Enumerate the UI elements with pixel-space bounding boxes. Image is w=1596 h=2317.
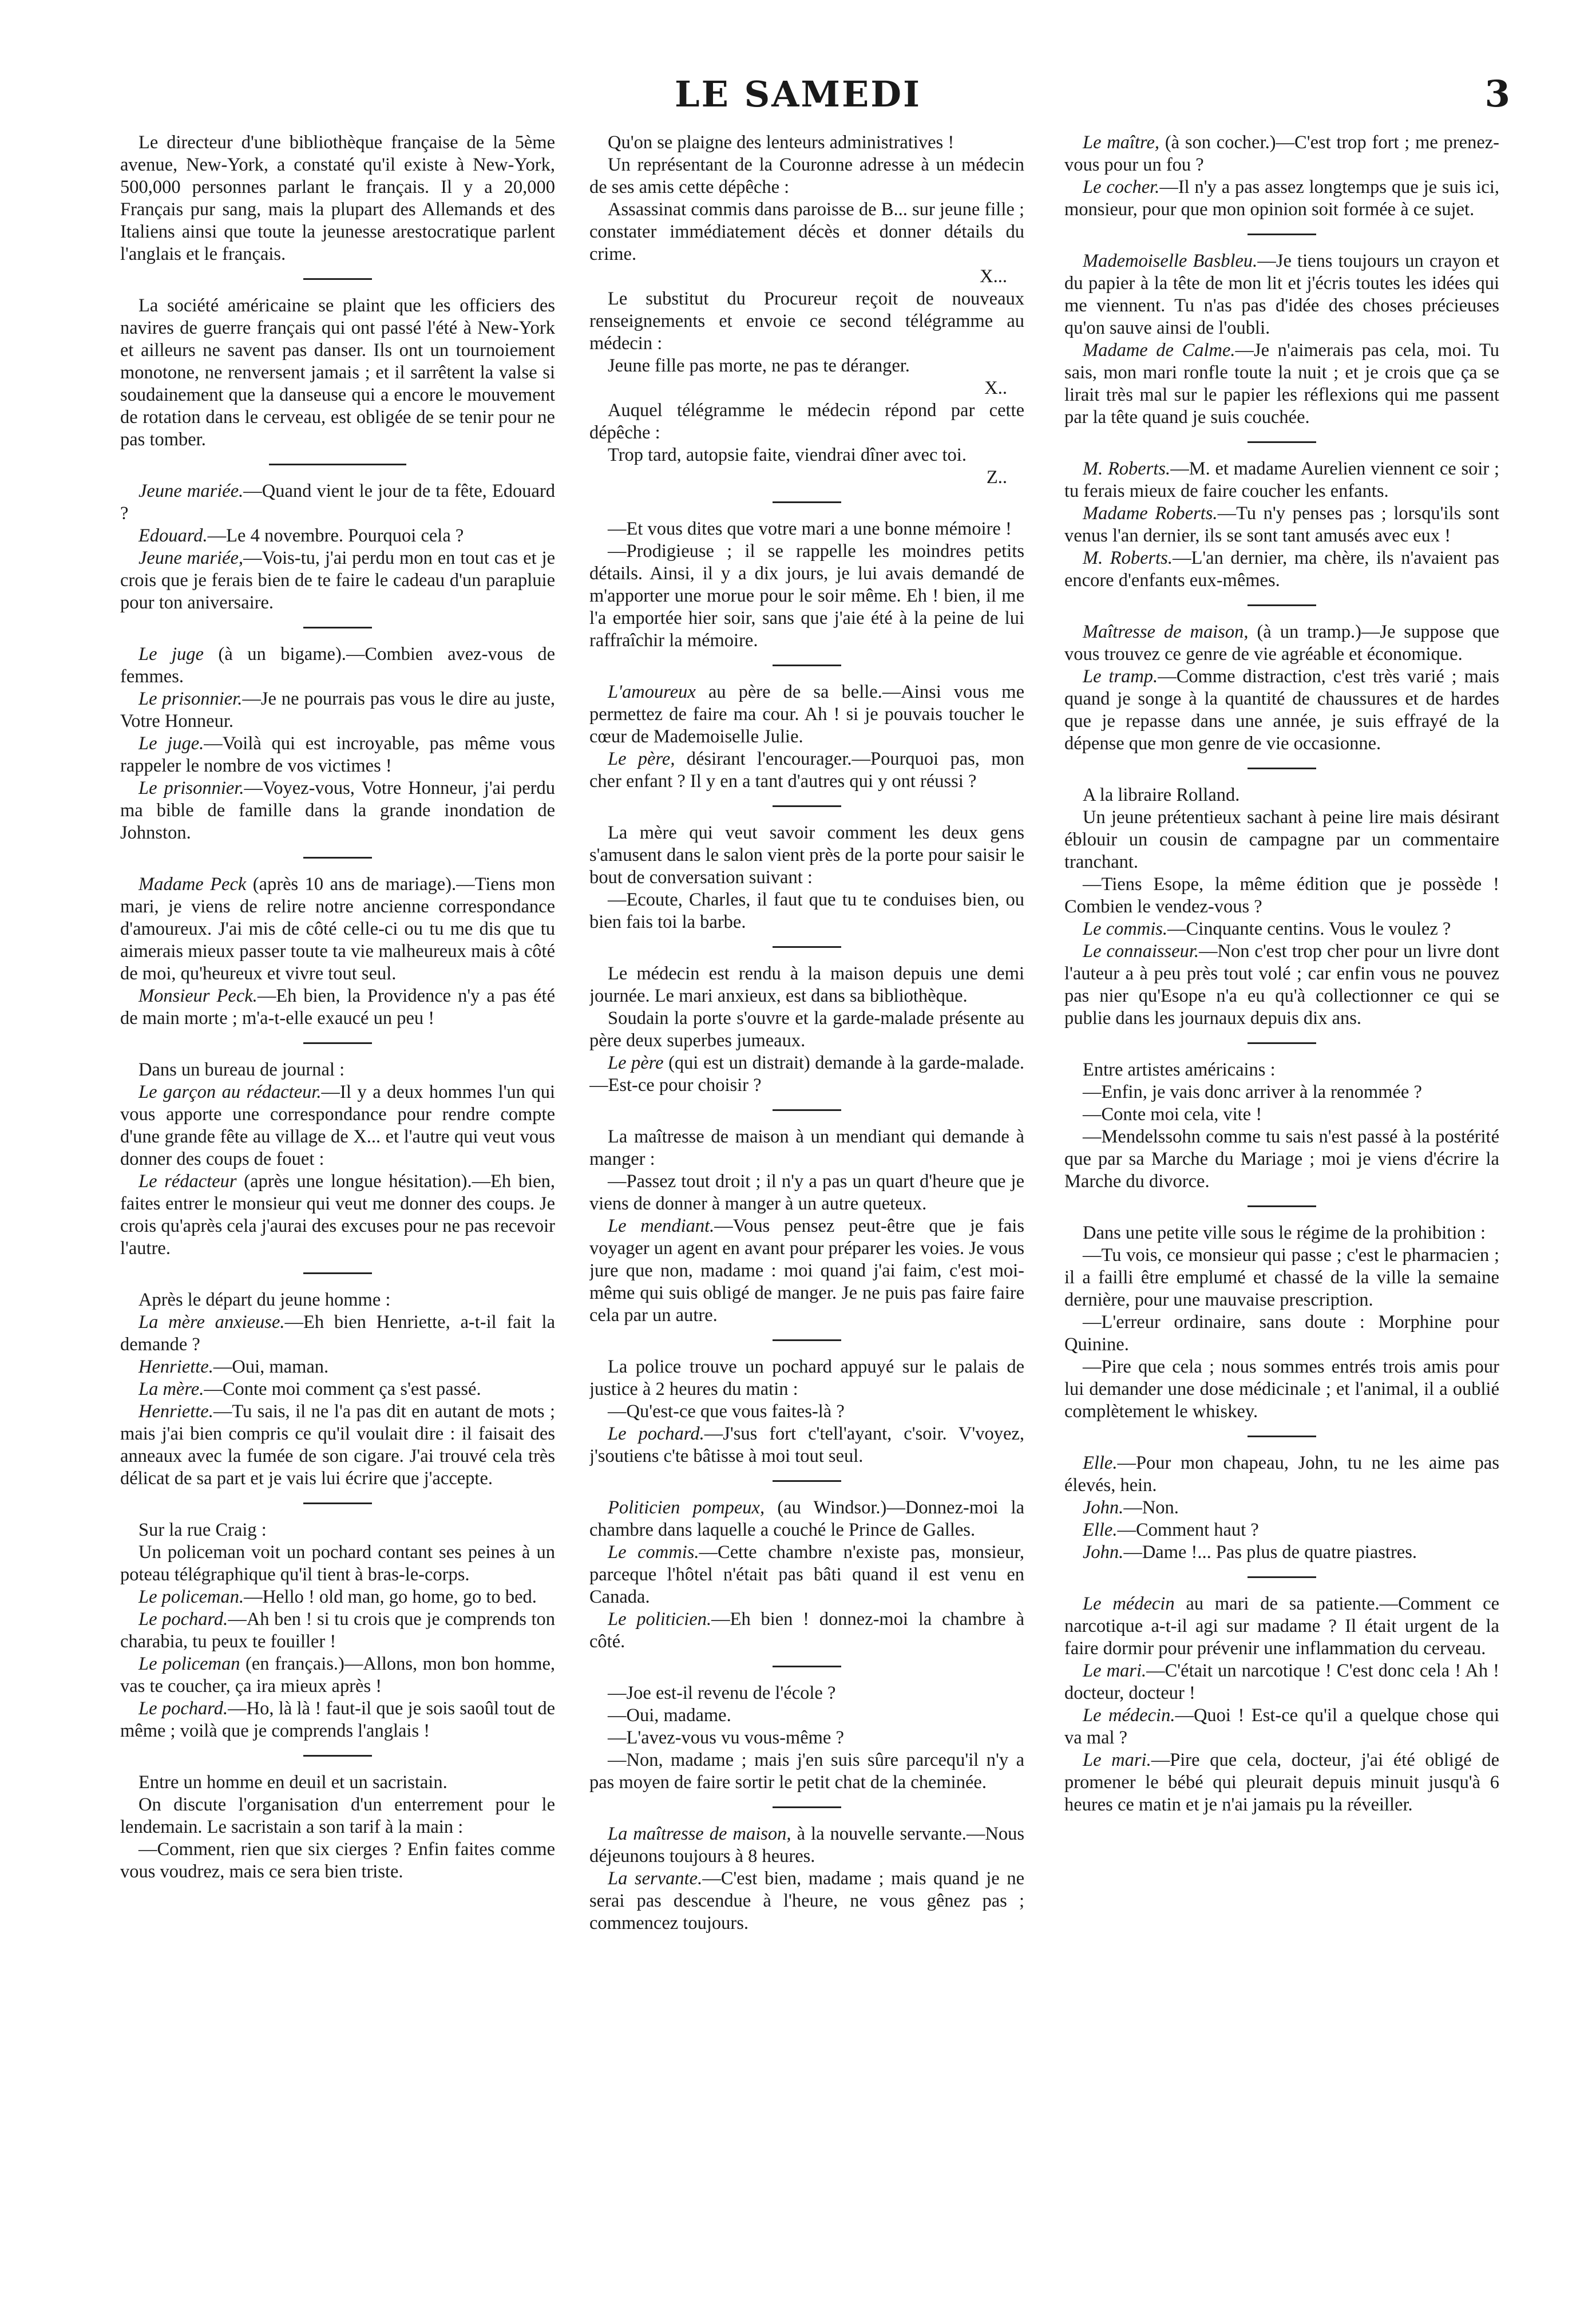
paragraph <box>1064 1311 1499 1356</box>
paragraph-text: X.. <box>984 378 1007 398</box>
paragraph <box>1064 1081 1499 1104</box>
paragraph <box>589 1868 1024 1935</box>
speaker-label: Le pochard. <box>138 1609 228 1630</box>
paragraph-text: La police trouve un pochard appuyé sur le palais de justice à 2 heures du matin : <box>589 1357 1024 1399</box>
article-block <box>120 1772 555 1883</box>
article-block <box>120 1059 555 1260</box>
speaker-label: Le père <box>608 1053 664 1073</box>
paragraph <box>120 1698 555 1742</box>
paragraph <box>1064 250 1499 339</box>
paragraph-text: Assassinat commis dans paroisse de B... sur jeune fille ; constater immédiatement décès et donner détails du crime. <box>589 199 1024 264</box>
paragraph <box>1064 1660 1499 1705</box>
paragraph <box>1064 1059 1499 1081</box>
speaker-label: Le juge. <box>138 733 204 754</box>
paragraph <box>120 985 555 1030</box>
speaker-label: Le médecin. <box>1083 1705 1175 1726</box>
paragraph-text: (à son cocher.)—C'est trop fort ; me prenez-vous pour un fou ? <box>1064 132 1499 175</box>
paragraph <box>1064 1593 1499 1660</box>
paragraph-text: On discute l'organisation d'un enterrement pour le lendemain. Le sacristain a son tarif à la main : <box>120 1794 555 1837</box>
paragraph-text: —Conte moi cela, vite ! <box>1083 1104 1262 1125</box>
speaker-label: Le prisonnier. <box>138 689 243 709</box>
paragraph <box>1064 784 1499 806</box>
paragraph-text: —Comme distraction, c'est très varié ; mais quand je songe à la quantité de chaussures et de hardes que je repasse dans une année, je suis effrayé de la dépense que mon genre de vie occasionne. <box>1064 666 1499 754</box>
separator-rule <box>773 946 841 948</box>
paragraph <box>1064 1705 1499 1749</box>
speaker-label: John. <box>1083 1497 1124 1518</box>
paragraph <box>1064 176 1499 221</box>
paragraph-text: —Tiens Esope, la même édition que je possède ! Combien le vendez-vous ? <box>1064 874 1499 917</box>
paragraph <box>1064 339 1499 429</box>
paragraph-text: Un jeune prétentieux sachant à peine lire mais désirant éblouir un cousin de campagne par un commentaire tranchant. <box>1064 807 1499 872</box>
paragraph <box>589 288 1024 355</box>
paragraph-text: Le substitut du Procureur reçoit de nouveaux renseignements et envoie ce second télégramme au médecin : <box>589 288 1024 354</box>
speaker-label: Le mari. <box>1083 1750 1151 1770</box>
separator-rule <box>1248 1042 1316 1044</box>
paragraph-text: —Mendelssohn comme tu sais n'est passé à la postérité que par sa Marche du Mariage ; moi je viens d'écrire la Marche du divorce. <box>1064 1126 1499 1192</box>
paragraph-text: Dans une petite ville sous le régime de la prohibition : <box>1083 1223 1486 1243</box>
paragraph-text: désirant l'encourager.—Pourquoi pas, mon cher enfant ? Il y en a tant d'autres qui y ont réussi ? <box>589 749 1024 792</box>
paragraph <box>120 873 555 985</box>
paragraph <box>120 1378 555 1401</box>
paragraph-text: —Tu n'y penses pas ; lorsqu'ils sont venus l'an dernier, ils se sont tant amusés avec eux ! <box>1064 503 1499 546</box>
paragraph <box>1064 666 1499 755</box>
paragraph <box>589 1705 1024 1727</box>
page-number: 3 <box>1484 73 1510 116</box>
separator-rule <box>303 627 372 628</box>
speaker-label: Le connaisseur. <box>1083 941 1199 962</box>
speaker-label: Le pochard. <box>138 1698 228 1719</box>
paragraph <box>589 540 1024 652</box>
paragraph-text: —Cette chambre n'existe pas, monsieur, parceque l'hôtel n'était pas bâti quand il est venu en Canada. <box>589 1542 1024 1607</box>
paragraph-text: (après 10 ans de mariage).—Tiens mon mari, je viens de relire notre ancienne correspondance d'amoureux. J'ai mis de côté celle-ci ou tu me dis que tu aimerais mieux passer toute ta vie malheureux mais à côté de moi, qu'heureux et vivre tout seul. <box>120 874 555 984</box>
paragraph-text: La société américaine se plaint que les officiers des navires de guerre français qui ont passé l'été à New-York et ailleurs ne savent pas danser. Ils ont un tournoiement monotone, ne renversent jamais ; et il sarrêtent la valse si soudainement que la danseuse qui a encore le mouvement de rotation dans le cerveau, est obligée de se tenir pour ne pas tomber. <box>120 295 555 450</box>
article-block <box>120 873 555 1030</box>
column-1 <box>120 132 555 2284</box>
page-title: LE SAMEDI <box>675 73 921 115</box>
paragraph-text: (à un tramp.)—Je suppose que vous trouvez ce genre de vie agréable et économique. <box>1064 622 1499 665</box>
paragraph-text: —C'était un narcotique ! C'est donc cela ! Ah ! docteur, docteur ! <box>1064 1660 1499 1703</box>
paragraph-text: —Le 4 novembre. Pourquoi cela ? <box>207 525 464 546</box>
paragraph <box>120 1608 555 1653</box>
paragraph-text: Après le départ du jeune homme : <box>138 1290 391 1310</box>
speaker-label: John. <box>1083 1542 1124 1563</box>
paragraph-text: —C'est bien, madame ; mais quand je ne serai pas descendue à l'heure, ne vous gênez pas ; commencez toujours. <box>589 1868 1024 1934</box>
paragraph-text: La maîtresse de maison à un mendiant qui demande à manger : <box>589 1126 1024 1169</box>
paragraph-text: au père de sa belle.—Ainsi vous me permettez de faire ma cour. Ah ! si je pouvais toucher le cœur de Mademoiselle Julie. <box>589 682 1024 747</box>
article-block <box>120 1289 555 1490</box>
paragraph <box>589 1823 1024 1868</box>
paragraph <box>589 1423 1024 1468</box>
paragraph-text: —Voilà qui est incroyable, pas même vous rappeler le nombre de vos victimes ! <box>120 733 555 776</box>
paragraph <box>120 132 555 266</box>
speaker-label: Maîtresse de maison, <box>1083 622 1249 642</box>
speaker-label: La servante. <box>608 1868 703 1889</box>
separator-rule <box>773 501 841 503</box>
paragraph-text: —Eh bien, la Providence n'y a pas été de main morte ; m'a-t-elle exaucé un peu ! <box>120 986 555 1029</box>
speaker-label: Le policeman <box>138 1654 240 1674</box>
paragraph <box>589 1401 1024 1423</box>
separator-rule <box>1248 604 1316 606</box>
paragraph <box>589 1215 1024 1327</box>
paragraph <box>1064 1749 1499 1816</box>
paragraph <box>120 1794 555 1838</box>
paragraph <box>120 1081 555 1171</box>
paragraph-text: Soudain la porte s'ouvre et la garde-malade présente au père deux superbes jumeaux. <box>589 1008 1024 1051</box>
paragraph-text: Entre artistes américains : <box>1083 1059 1276 1080</box>
separator-rule <box>303 1503 372 1504</box>
paragraph <box>120 1171 555 1260</box>
speaker-label: Madame de Calme. <box>1083 340 1235 361</box>
paragraph <box>120 733 555 777</box>
paragraph-text: —Conte moi comment ça s'est passé. <box>204 1379 481 1399</box>
paragraph-text: (en français.)—Allons, mon bon homme, vas te coucher, ça ira mieux après ! <box>120 1654 555 1697</box>
speaker-label: Le policeman. <box>138 1587 244 1607</box>
paragraph-text: Trop tard, autopsie faite, viendrai dîner avec toi. <box>608 445 967 465</box>
speaker-label: M. Roberts. <box>1083 458 1171 479</box>
paragraph-text: —Je tiens toujours un crayon et du papier à la tête de mon lit et j'écris toutes les idées qui me viennent. Tu n'as pas d'idée des choses précieuses qu'on sauve ainsi de l'oubli. <box>1064 251 1499 338</box>
paragraph-text: —Vous pensez peut-être que je fais voyager un agent en avant pour préparer les voies. Je vous jure que non, madame : moi quand j'ai faim, c'est moi-même qui suis obligé de manger. Je ne puis pas faire faire cela par un autre. <box>589 1216 1024 1326</box>
separator-rule <box>303 1272 372 1274</box>
masthead <box>0 69 1596 120</box>
paragraph-text: —Eh bien ! donnez-moi la chambre à côté. <box>589 1609 1024 1652</box>
paragraph <box>1064 1452 1499 1497</box>
paragraph <box>120 1519 555 1541</box>
speaker-label: Elle. <box>1083 1520 1118 1540</box>
paragraph <box>589 1608 1024 1653</box>
paragraph-text: (à un bigame).—Combien avez-vous de femmes. <box>120 644 555 687</box>
paragraph-text: Sur la rue Craig : <box>138 1520 267 1540</box>
paragraph <box>120 777 555 844</box>
speaker-label: Le mendiant. <box>608 1216 715 1236</box>
speaker-label: L'amoureux <box>608 682 696 702</box>
paragraph-text: —Non, madame ; mais j'en suis sûre parcequ'il n'y a pas moyen de faire sortir le petit chat de la cheminée. <box>589 1750 1024 1793</box>
speaker-label: M. Roberts. <box>1083 548 1173 568</box>
speaker-label: Henriette. <box>138 1401 213 1422</box>
article-block <box>120 1519 555 1742</box>
paragraph <box>1064 1519 1499 1541</box>
separator-rule <box>1248 1576 1316 1578</box>
article-block <box>589 1682 1024 1794</box>
paragraph-text: —Dame !... Pas plus de quatre piastres. <box>1123 1542 1417 1563</box>
paragraph-text: La mère qui veut savoir comment les deux gens s'amusent dans le salon vient près de la porte pour saisir le bout de conversation suivant : <box>589 823 1024 888</box>
speaker-label: Le père, <box>608 749 675 769</box>
paragraph <box>1064 458 1499 503</box>
paragraph-text: —Vois-tu, j'ai perdu mon en tout cas et je crois que je ferais bien de te faire le cadeau d'un parapluie pour ton aniversaire. <box>120 548 555 613</box>
paragraph-text: Auquel télégramme le médecin répond par cette dépêche : <box>589 400 1024 443</box>
paragraph-text: —Je n'aimerais pas cela, moi. Tu sais, mon mari ronfle toute la nuit ; et je crois que ça se lirait très mal sur le papier les réflexions qui me passent par la tête quand je suis couchée. <box>1064 340 1499 428</box>
paragraph <box>589 400 1024 444</box>
paragraph-text: Z.. <box>986 467 1007 488</box>
paragraph <box>1064 621 1499 666</box>
paragraph-text: (après une longue hésitation).—Eh bien, faites entrer le monsieur qui veut me donner des coups. Je crois qu'après cela j'aurai des excuses pour ne pas recevoir l'autre. <box>120 1171 555 1259</box>
paragraph <box>120 1653 555 1698</box>
separator-rule <box>773 1109 841 1111</box>
paragraph <box>589 199 1024 266</box>
article-block <box>120 295 555 451</box>
paragraph-text: —Pire que cela, docteur, j'ai été obligé de promener le bébé qui pleurait depuis minuit jusqu'à 6 heures ce matin et je n'ai jamais pu la réveiller. <box>1064 1750 1499 1815</box>
paragraph-text: —Qu'est-ce que vous faites-là ? <box>608 1401 845 1422</box>
paragraph-text: —Cinquante centins. Vous le voulez ? <box>1167 919 1451 939</box>
separator-rule <box>773 805 841 807</box>
speaker-label: Monsieur Peck. <box>138 986 258 1006</box>
paragraph <box>589 1356 1024 1401</box>
paragraph-text: —Hello ! old man, go home, go to bed. <box>244 1587 537 1607</box>
paragraph-text: —Non. <box>1123 1497 1179 1518</box>
paragraph <box>1064 1244 1499 1311</box>
paragraph <box>1064 1126 1499 1193</box>
paragraph <box>589 266 1024 288</box>
paragraph <box>1064 806 1499 873</box>
paragraph <box>589 748 1024 793</box>
article-block <box>1064 458 1499 592</box>
paragraph-text: —Je ne pourrais pas vous le dire au juste, Votre Honneur. <box>120 689 555 732</box>
paragraph-text: —Ah ben ! si tu crois que je comprends ton charabia, tu peux te fouiller ! <box>120 1609 555 1652</box>
speaker-label: Le juge <box>138 644 204 665</box>
separator-rule <box>1248 1436 1316 1437</box>
paragraph-text: (au Windsor.)—Donnez-moi la chambre dans laquelle a couché le Prince de Galles. <box>589 1497 1024 1540</box>
paragraph-text: —Pour mon chapeau, John, tu ne les aime pas élevés, hein. <box>1064 1453 1499 1496</box>
paragraph-text: —Et vous dites que votre mari a une bonne mémoire ! <box>608 519 1012 539</box>
paragraph-text: —Il y a deux hommes l'un qui vous apporte une correspondance pour rendre compte d'une grande fête au village de X... et l'autre qui veut vous donner des coups de fouet : <box>120 1082 555 1169</box>
paragraph <box>120 1311 555 1356</box>
speaker-label: Le cocher. <box>1083 177 1160 197</box>
speaker-label: Le tramp. <box>1083 666 1158 687</box>
paragraph <box>120 1586 555 1608</box>
paragraph-text: —Voyez-vous, Votre Honneur, j'ai perdu ma bible de famille dans la grande inondation de Johnston. <box>120 778 555 843</box>
column-3 <box>1064 132 1499 2284</box>
article-block <box>589 681 1024 793</box>
speaker-label: Elle. <box>1083 1453 1118 1473</box>
paragraph-text: —M. et madame Aurelien viennent ce soir ; tu ferais mieux de faire coucher les enfants. <box>1064 458 1499 501</box>
separator-rule <box>1248 768 1316 769</box>
paragraph <box>120 525 555 547</box>
paragraph-text: Entre un homme en deuil et un sacristain. <box>138 1772 447 1793</box>
paragraph <box>1064 1541 1499 1564</box>
article-block <box>589 132 1024 489</box>
separator-rule <box>269 464 406 465</box>
paragraph-text: —Enfin, je vais donc arriver à la renommée ? <box>1083 1082 1422 1102</box>
paragraph <box>1064 132 1499 176</box>
paragraph-text: Le médecin est rendu à la maison depuis une demi journée. Le mari anxieux, est dans sa bibliothèque. <box>589 963 1024 1006</box>
column-2 <box>589 132 1024 2284</box>
paragraph-text: au mari de sa patiente.—Comment ce narcotique a-t-il agi sur madame ? Il était urgent de la faire dormir pour prévenir une inflammation du cerveau. <box>1064 1594 1499 1659</box>
paragraph <box>120 1289 555 1311</box>
article-block <box>1064 1452 1499 1564</box>
paragraph-text: —Eh bien Henriette, a-t-il fait la demande ? <box>120 1312 555 1355</box>
paragraph-text: X... <box>980 266 1007 287</box>
separator-rule <box>303 278 372 280</box>
paragraph-text: (qui est un distrait) demande à la garde-malade.—Est-ce pour choisir ? <box>589 1053 1024 1096</box>
paragraph <box>120 480 555 525</box>
paragraph-text: à la nouvelle servante.—Nous déjeunons toujours à 8 heures. <box>589 1824 1024 1867</box>
speaker-label: Le rédacteur <box>138 1171 237 1192</box>
paragraph <box>1064 1356 1499 1423</box>
speaker-label: Le maître, <box>1083 132 1160 153</box>
article-block <box>589 1823 1024 1935</box>
paragraph <box>120 1356 555 1378</box>
paragraph <box>589 822 1024 889</box>
paragraph-text: —L'erreur ordinaire, sans doute : Morphine pour Quinine. <box>1064 1312 1499 1355</box>
article-block <box>1064 1059 1499 1193</box>
speaker-label: Le médecin <box>1083 1594 1175 1614</box>
speaker-label: Le pochard. <box>608 1424 704 1444</box>
article-block <box>589 1126 1024 1327</box>
paragraph <box>120 1059 555 1081</box>
separator-rule <box>1248 1205 1316 1207</box>
article-block <box>589 822 1024 934</box>
paragraph <box>120 688 555 733</box>
separator-rule <box>1248 234 1316 235</box>
paragraph <box>589 889 1024 934</box>
paragraph <box>589 1126 1024 1171</box>
speaker-label: La mère anxieuse. <box>138 1312 285 1333</box>
paragraph <box>120 295 555 451</box>
article-block <box>120 480 555 614</box>
paragraph-text: —Ecoute, Charles, il faut que tu te conduises bien, ou bien fais toi la barbe. <box>589 889 1024 932</box>
paragraph <box>1064 503 1499 547</box>
paragraph <box>589 466 1024 489</box>
paragraph <box>589 1749 1024 1794</box>
paragraph-text: —Prodigieuse ; il se rappelle les moindres petits détails. Ainsi, il y a dix jours, je lui avais demandé de m'apporter une morue pour le soir même. Eh ! bien, il me l'a emportée hier soir, sans que j'aie été à la peine de lui raffraîchir la mémoire. <box>589 541 1024 651</box>
article-block <box>589 518 1024 652</box>
paragraph <box>120 547 555 614</box>
paragraph-text: —Tu sais, il ne l'a pas dit en autant de mots ; mais j'ai bien compris ce qu'il voulait dire : il faisait des anneaux avec la fumée de son cigare. J'ai trouvé cela très délicat de sa part et je vais lui écrire que j'accepte. <box>120 1401 555 1489</box>
paragraph-text: —L'avez-vous vu vous-même ? <box>608 1727 844 1748</box>
paragraph <box>589 1171 1024 1215</box>
separator-rule <box>773 1339 841 1341</box>
speaker-label: Le politicien. <box>608 1609 712 1630</box>
paragraph-text: Qu'on se plaigne des lenteurs administratives ! <box>608 132 955 153</box>
separator-rule <box>773 1666 841 1667</box>
paragraph <box>589 1007 1024 1052</box>
paragraph-text: —J'sus fort c'tell'ayant, c'soir. V'voyez, j'soutiens c'te bâtisse à moi tout seul. <box>589 1424 1024 1466</box>
separator-rule <box>303 1755 372 1757</box>
paragraph <box>589 377 1024 400</box>
paragraph-text: —Non c'est trop cher pour un livre dont l'auteur a à peu près tout volé ; car enfin vous ne pouvez pas nier qu'Esope n'a eu qu'à collectionner ce qui se publie dans les journaux depuis dix ans. <box>1064 941 1499 1029</box>
paragraph <box>589 1727 1024 1749</box>
paragraph-text: Un représentant de la Couronne adresse à un médecin de ses amis cette dépêche : <box>589 155 1024 197</box>
paragraph-text: —Comment, rien que six cierges ? Enfin faites comme vous voudrez, mais ce sera bien triste. <box>120 1839 555 1882</box>
paragraph <box>1064 547 1499 592</box>
speaker-label: Le prisonnier. <box>138 778 244 798</box>
paragraph-text: —Quand vient le jour de ta fête, Edouard ? <box>120 481 555 524</box>
paragraph <box>1064 940 1499 1030</box>
article-block <box>1064 132 1499 221</box>
speaker-label: Le commis. <box>1083 919 1168 939</box>
paragraph <box>1064 1497 1499 1519</box>
article-block <box>1064 1593 1499 1816</box>
paragraph-text: —Il n'y a pas assez longtemps que je suis ici, monsieur, pour que mon opinion soit formée à ce sujet. <box>1064 177 1499 220</box>
paragraph-text: —Passez tout droit ; il n'y a pas un quart d'heure que je viens de donner à manger à un autre queteux. <box>589 1171 1024 1214</box>
paragraph-text: Dans un bureau de journal : <box>138 1059 345 1080</box>
separator-rule <box>773 1480 841 1482</box>
paragraph-text: —Oui, maman. <box>213 1357 329 1377</box>
paragraph <box>1064 918 1499 940</box>
paragraph <box>589 1541 1024 1608</box>
paragraph-text: —Ho, là là ! faut-il que je sois saoûl tout de même ; voilà que je comprends l'anglais ! <box>120 1698 555 1741</box>
speaker-label: Le commis. <box>608 1542 699 1563</box>
article-block <box>1064 250 1499 429</box>
separator-rule <box>1248 441 1316 443</box>
speaker-label: Madame Roberts. <box>1083 503 1218 524</box>
paragraph <box>120 1541 555 1586</box>
paragraph <box>120 1772 555 1794</box>
paragraph <box>589 132 1024 154</box>
speaker-label: La mère. <box>138 1379 204 1399</box>
paragraph <box>120 1401 555 1490</box>
article-block <box>589 1356 1024 1468</box>
separator-rule <box>773 1806 841 1808</box>
paragraph-text: Le directeur d'une bibliothèque française de la 5ème avenue, New-York, a constaté qu'il existe à New-York, 500,000 personnes parlant le français. Il y a 20,000 Français pur sang, mais la plupart des Allemands et des Italiens ainsi que toute la jeunesse arestocratique parlent l'anglais et le français. <box>120 132 555 264</box>
speaker-label: Mademoiselle Basbleu. <box>1083 251 1258 271</box>
speaker-label: Le garçon au rédacteur. <box>138 1082 322 1102</box>
paragraph <box>589 681 1024 748</box>
speaker-label: Henriette. <box>138 1357 213 1377</box>
article-block <box>1064 1222 1499 1423</box>
article-block <box>589 1497 1024 1653</box>
paragraph <box>1064 1222 1499 1244</box>
article-block <box>120 132 555 266</box>
speaker-label: Jeune mariée. <box>138 481 244 501</box>
paragraph <box>589 1052 1024 1097</box>
article-block <box>1064 621 1499 755</box>
speaker-label: Le mari. <box>1083 1660 1147 1681</box>
separator-rule <box>303 1042 372 1044</box>
paragraph <box>120 1838 555 1883</box>
paragraph <box>589 444 1024 466</box>
paragraph <box>120 643 555 688</box>
paragraph-text: A la libraire Rolland. <box>1083 785 1240 805</box>
paragraph-text: —Comment haut ? <box>1117 1520 1259 1540</box>
paragraph <box>589 963 1024 1007</box>
speaker-label: La maîtresse de maison, <box>608 1824 791 1844</box>
paragraph <box>589 1497 1024 1541</box>
paragraph <box>589 355 1024 377</box>
paragraph-text: Un policeman voit un pochard contant ses peines à un poteau télégraphique qu'il tient à bras-le-corps. <box>120 1542 555 1585</box>
paragraph-text: Jeune fille pas morte, ne pas te déranger. <box>608 355 910 376</box>
speaker-label: Politicien pompeux, <box>608 1497 765 1518</box>
paragraph-text: —Oui, madame. <box>608 1705 731 1726</box>
article-block <box>589 963 1024 1097</box>
paragraph <box>1064 1104 1499 1126</box>
speaker-label: Edouard. <box>138 525 208 546</box>
paragraph-text: —Quoi ! Est-ce qu'il a quelque chose qui va mal ? <box>1064 1705 1499 1748</box>
paragraph-text: —Joe est-il revenu de l'école ? <box>608 1683 836 1703</box>
speaker-label: Madame Peck <box>138 874 247 895</box>
paragraph-text: —Pire que cela ; nous sommes entrés trois amis pour lui demander une dose médicinale ; et l'animal, il a oublié complètement le whiskey. <box>1064 1357 1499 1422</box>
article-block <box>1064 784 1499 1030</box>
separator-rule <box>303 857 372 859</box>
paragraph <box>589 154 1024 199</box>
paragraph <box>1064 873 1499 918</box>
paragraph-text: —L'an dernier, ma chère, ils n'avaient pas encore d'enfants eux-mêmes. <box>1064 548 1499 591</box>
paragraph-text: —Tu vois, ce monsieur qui passe ; c'est le pharmacien ; il a failli être emplumé et chassé de la ville la semaine dernière, pour une mauvaise prescription. <box>1064 1245 1499 1310</box>
speaker-label: Jeune mariée, <box>138 548 244 568</box>
separator-rule <box>773 665 841 666</box>
article-block <box>120 643 555 844</box>
paragraph <box>589 1682 1024 1705</box>
paragraph <box>589 518 1024 540</box>
